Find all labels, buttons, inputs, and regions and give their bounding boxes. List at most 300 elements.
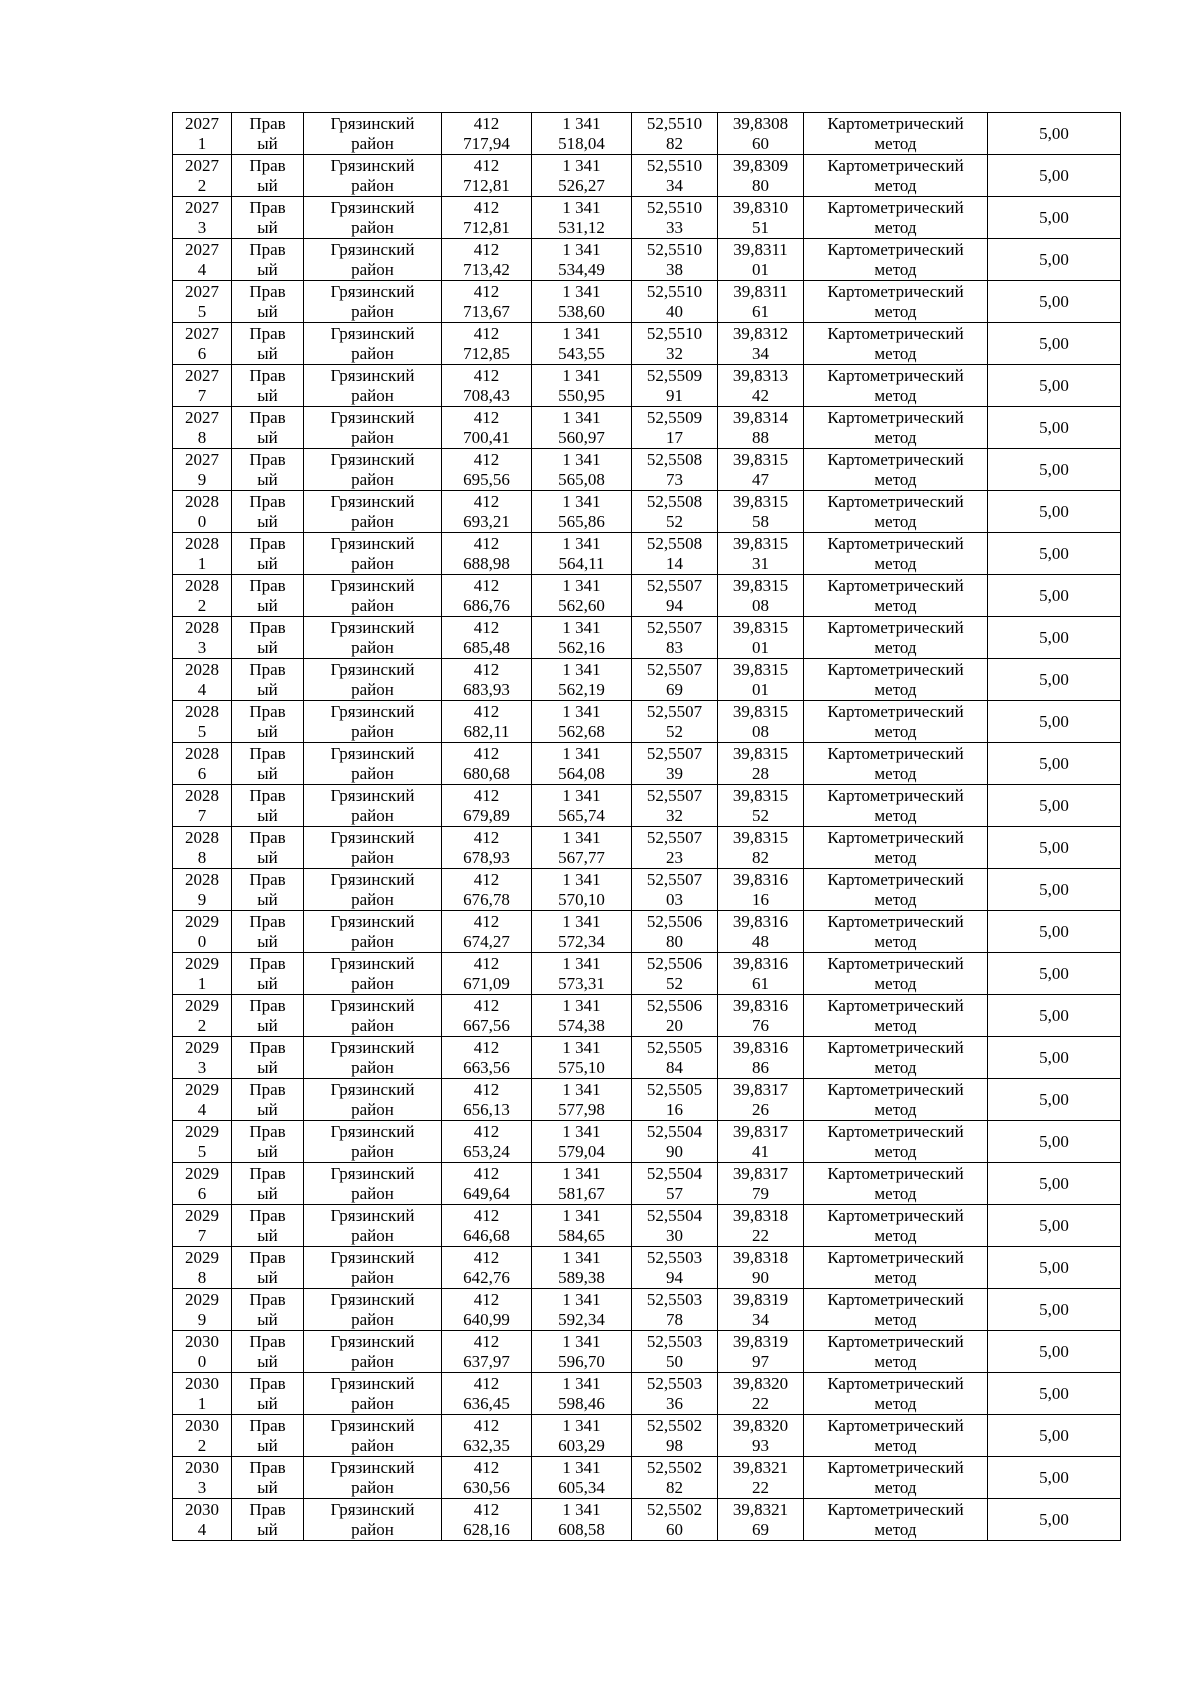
method-value [804,156,987,196]
district-line-2: район [351,763,394,783]
coord-x-value [442,912,531,952]
point-number-value [173,828,231,868]
coord-x-line-1: 412 [473,617,500,637]
accuracy-value: 5,00 [1039,417,1069,437]
point-number-cell [173,1247,232,1289]
coord-x-cell [442,1079,532,1121]
coord-x-line-1: 412 [473,365,500,385]
coord-y-cell [532,1331,632,1373]
latitude-value [632,1458,717,1498]
bank-side-line-2: ый [257,595,278,615]
coord-x-line-1: 412 [473,113,500,133]
district-value [304,450,441,490]
accuracy-value: 5,00 [1039,1467,1069,1487]
accuracy-value: 5,00 [1039,669,1069,689]
latitude-line-2: 16 [666,1099,683,1119]
latitude-value [632,240,717,280]
bank-side-line-1: Прав [249,1499,286,1519]
bank-side-value [232,660,303,700]
bank-side-line-1: Прав [249,323,286,343]
method-cell [804,239,988,281]
point-number-value [173,912,231,952]
coord-y-cell [532,239,632,281]
latitude-line-2: 69 [666,679,683,699]
table-row [173,533,1121,575]
longitude-line-1: 39,8314 [732,407,789,427]
longitude-line-1: 39,8316 [732,869,789,889]
method-value [804,702,987,742]
latitude-cell [632,323,718,365]
coord-y-line-1: 1 341 [562,1121,601,1141]
district-value [304,618,441,658]
bank-side-line-1: Прав [249,449,286,469]
longitude-line-1: 39,8315 [732,659,789,679]
point-number-line-2: 3 [197,1477,207,1497]
longitude-line-1: 39,8319 [732,1289,789,1309]
coord-y-line-2: 570,10 [558,889,605,909]
latitude-cell [632,1037,718,1079]
point-number-line-2: 4 [197,1099,207,1119]
bank-side-cell [232,491,304,533]
point-number-value [173,1206,231,1246]
latitude-value [632,1164,717,1204]
coord-x-cell [442,281,532,323]
latitude-cell [632,995,718,1037]
coord-y-line-1: 1 341 [562,365,601,385]
longitude-value [718,1332,803,1372]
district-line-1: Грязинский [330,113,415,133]
accuracy-cell [988,743,1121,785]
point-number-value [173,324,231,364]
point-number-line-2: 7 [197,1225,207,1245]
method-value [804,1500,987,1540]
coord-x-line-1: 412 [473,1163,500,1183]
district-line-1: Грязинский [330,995,415,1015]
bank-side-line-2: ый [257,1141,278,1161]
point-number-value [173,1374,231,1414]
table-row [173,575,1121,617]
method-value [804,282,987,322]
table-row [173,1079,1121,1121]
district-cell [304,407,442,449]
table-row [173,911,1121,953]
method-value [804,660,987,700]
coord-x-cell [442,155,532,197]
latitude-value [632,996,717,1036]
coord-y-line-1: 1 341 [562,1247,601,1267]
coord-y-cell [532,1163,632,1205]
coord-y-line-2: 565,86 [558,511,605,531]
method-line-1: Картометрический [827,533,964,553]
bank-side-cell [232,701,304,743]
coord-y-value [532,1038,631,1078]
table-row [173,869,1121,911]
accuracy-cell [988,1331,1121,1373]
coord-x-line-2: 653,24 [463,1141,510,1161]
district-line-2: район [351,1435,394,1455]
bank-side-value [232,1332,303,1372]
bank-side-line-1: Прав [249,911,286,931]
table-body [173,113,1121,1541]
longitude-line-2: 86 [752,1057,769,1077]
district-value [304,1374,441,1414]
district-value [304,282,441,322]
coord-y-line-2: 575,10 [558,1057,605,1077]
accuracy-cell [988,953,1121,995]
district-cell [304,491,442,533]
longitude-cell [718,659,804,701]
latitude-line-2: 17 [666,427,683,447]
point-number-cell [173,449,232,491]
latitude-value [632,156,717,196]
bank-side-value [232,744,303,784]
coord-y-line-1: 1 341 [562,995,601,1015]
district-value [304,408,441,448]
coord-y-cell [532,1415,632,1457]
district-line-1: Грязинский [330,701,415,721]
coord-y-line-1: 1 341 [562,869,601,889]
coord-x-value [442,324,531,364]
method-line-2: метод [874,217,917,237]
method-cell [804,1331,988,1373]
coord-x-value [442,1122,531,1162]
point-number-value [173,1080,231,1120]
coord-x-cell [442,113,532,155]
method-line-2: метод [874,553,917,573]
coord-x-line-1: 412 [473,1457,500,1477]
latitude-line-1: 52,5503 [646,1247,703,1267]
method-line-2: метод [874,427,917,447]
coord-y-line-2: 574,38 [558,1015,605,1035]
coord-x-value [442,156,531,196]
latitude-line-2: 50 [666,1351,683,1371]
district-line-1: Грязинский [330,1499,415,1519]
district-line-2: район [351,1309,394,1329]
coord-x-line-2: 708,43 [463,385,510,405]
coord-x-value [442,576,531,616]
longitude-line-1: 39,8311 [733,239,788,259]
method-line-2: метод [874,637,917,657]
coord-y-line-1: 1 341 [562,827,601,847]
accuracy-cell [988,1037,1121,1079]
district-cell [304,365,442,407]
district-line-2: район [351,469,394,489]
district-cell [304,869,442,911]
coord-y-line-2: 565,08 [558,469,605,489]
method-value [804,786,987,826]
method-line-1: Картометрический [827,365,964,385]
accuracy-cell [988,323,1121,365]
bank-side-value [232,534,303,574]
coord-y-line-2: 608,58 [558,1519,605,1539]
longitude-line-1: 39,8317 [732,1121,789,1141]
coord-y-line-2: 592,34 [558,1309,605,1329]
bank-side-line-2: ый [257,1099,278,1119]
coord-y-line-2: 573,31 [558,973,605,993]
method-line-1: Картометрический [827,995,964,1015]
longitude-cell [718,1037,804,1079]
table-row [173,155,1121,197]
accuracy-value: 5,00 [1039,249,1069,269]
point-number-line-1: 2028 [185,617,219,637]
accuracy-cell [988,1499,1121,1541]
bank-side-line-1: Прав [249,533,286,553]
method-value [804,1164,987,1204]
coord-x-value [442,1206,531,1246]
method-value [804,954,987,994]
latitude-line-1: 52,5507 [646,701,703,721]
bank-side-line-1: Прав [249,1121,286,1141]
district-line-2: район [351,595,394,615]
coord-y-value [532,450,631,490]
table-row [173,197,1121,239]
accuracy-value: 5,00 [1039,837,1069,857]
latitude-line-1: 52,5505 [646,1079,703,1099]
accuracy-cell [988,533,1121,575]
longitude-line-1: 39,8315 [732,449,789,469]
bank-side-line-2: ый [257,1183,278,1203]
district-cell [304,953,442,995]
point-number-value [173,1038,231,1078]
method-value [804,576,987,616]
point-number-line-1: 2029 [185,953,219,973]
coord-y-line-2: 598,46 [558,1393,605,1413]
coord-y-cell [532,911,632,953]
method-value [804,1038,987,1078]
bank-side-line-1: Прав [249,1373,286,1393]
point-number-cell [173,155,232,197]
point-number-cell [173,953,232,995]
accuracy-cell [988,659,1121,701]
method-line-2: метод [874,1225,917,1245]
method-line-1: Картометрический [827,1163,964,1183]
longitude-line-2: 01 [752,637,769,657]
point-number-cell [173,869,232,911]
table-row [173,281,1121,323]
bank-side-line-1: Прав [249,701,286,721]
method-value [804,450,987,490]
bank-side-cell [232,1415,304,1457]
longitude-value [718,240,803,280]
coord-y-value [532,660,631,700]
point-number-cell [173,701,232,743]
district-line-2: район [351,847,394,867]
method-cell [804,617,988,659]
method-cell [804,1079,988,1121]
bank-side-cell [232,995,304,1037]
point-number-line-2: 6 [197,343,207,363]
accuracy-cell [988,1163,1121,1205]
longitude-line-1: 39,8315 [732,785,789,805]
accuracy-value: 5,00 [1039,1173,1069,1193]
table-row [173,1457,1121,1499]
method-line-2: метод [874,847,917,867]
coord-x-line-1: 412 [473,1205,500,1225]
longitude-value [718,660,803,700]
accuracy-value: 5,00 [1039,459,1069,479]
bank-side-line-2: ый [257,1477,278,1497]
district-line-1: Грязинский [330,449,415,469]
method-value [804,1080,987,1120]
point-number-value [173,954,231,994]
coord-x-cell [442,659,532,701]
method-value [804,744,987,784]
coord-x-line-2: 717,94 [463,133,510,153]
bank-side-cell [232,827,304,869]
latitude-cell [632,659,718,701]
method-line-1: Картометрический [827,743,964,763]
bank-side-line-2: ый [257,1057,278,1077]
bank-side-value [232,1080,303,1120]
district-line-1: Грязинский [330,953,415,973]
method-line-2: метод [874,511,917,531]
coord-y-cell [532,449,632,491]
district-line-1: Грязинский [330,911,415,931]
district-value [304,786,441,826]
bank-side-line-1: Прав [249,1415,286,1435]
latitude-line-1: 52,5510 [646,113,703,133]
coord-x-cell [442,953,532,995]
latitude-line-2: 52 [666,511,683,531]
bank-side-cell [232,617,304,659]
accuracy-value: 5,00 [1039,585,1069,605]
bank-side-line-2: ый [257,511,278,531]
longitude-value [718,744,803,784]
bank-side-line-2: ый [257,721,278,741]
longitude-value [718,1416,803,1456]
district-value [304,324,441,364]
table-row [173,1331,1121,1373]
point-number-value [173,660,231,700]
accuracy-value: 5,00 [1039,1257,1069,1277]
point-number-value [173,1122,231,1162]
method-line-1: Картометрический [827,239,964,259]
coord-y-value [532,1080,631,1120]
coord-x-line-1: 412 [473,449,500,469]
method-cell [804,785,988,827]
longitude-value [718,828,803,868]
longitude-line-1: 39,8321 [732,1499,789,1519]
latitude-line-1: 52,5508 [646,449,703,469]
method-cell [804,743,988,785]
accuracy-cell [988,995,1121,1037]
bank-side-line-1: Прав [249,1289,286,1309]
coord-x-line-1: 412 [473,995,500,1015]
point-number-value [173,156,231,196]
coord-y-line-1: 1 341 [562,1205,601,1225]
coord-y-line-1: 1 341 [562,701,601,721]
bank-side-cell [232,1373,304,1415]
district-line-2: район [351,217,394,237]
longitude-cell [718,1457,804,1499]
bank-side-cell [232,449,304,491]
district-value [304,156,441,196]
latitude-line-1: 52,5506 [646,911,703,931]
bank-side-line-1: Прав [249,869,286,889]
longitude-line-1: 39,8315 [732,491,789,511]
coord-y-cell [532,533,632,575]
latitude-line-1: 52,5505 [646,1037,703,1057]
longitude-value [718,1248,803,1288]
accuracy-cell [988,1457,1121,1499]
latitude-line-1: 52,5510 [646,323,703,343]
point-number-line-2: 0 [197,511,207,531]
point-number-line-2: 7 [197,385,207,405]
coord-y-value [532,198,631,238]
accuracy-cell [988,1289,1121,1331]
latitude-line-2: 32 [666,805,683,825]
point-number-value [173,702,231,742]
method-cell [804,953,988,995]
coord-y-line-2: 550,95 [558,385,605,405]
method-line-1: Картометрический [827,701,964,721]
latitude-value [632,1248,717,1288]
bank-side-cell [232,1499,304,1541]
method-value [804,1332,987,1372]
table-row [173,323,1121,365]
longitude-cell [718,365,804,407]
longitude-value [718,408,803,448]
longitude-line-2: 42 [752,385,769,405]
method-line-1: Картометрический [827,827,964,847]
bank-side-line-2: ый [257,973,278,993]
longitude-line-2: 34 [752,1309,769,1329]
longitude-line-2: 76 [752,1015,769,1035]
method-cell [804,827,988,869]
coord-y-value [532,576,631,616]
latitude-value [632,408,717,448]
point-number-line-1: 2030 [185,1499,219,1519]
coord-x-value [442,1038,531,1078]
coord-y-line-1: 1 341 [562,953,601,973]
coord-x-cell [442,1457,532,1499]
coord-x-value [442,1080,531,1120]
accuracy-value: 5,00 [1039,543,1069,563]
latitude-value [632,954,717,994]
method-value [804,912,987,952]
coord-y-value [532,240,631,280]
coord-x-line-2: 678,93 [463,847,510,867]
point-number-cell [173,911,232,953]
latitude-line-1: 52,5503 [646,1373,703,1393]
point-number-line-1: 2028 [185,659,219,679]
coord-x-value [442,1290,531,1330]
longitude-line-1: 39,8319 [732,1331,789,1351]
latitude-line-2: 94 [666,595,683,615]
method-cell [804,1163,988,1205]
coord-y-line-2: 562,60 [558,595,605,615]
point-number-value [173,240,231,280]
point-number-line-2: 4 [197,679,207,699]
method-line-2: метод [874,1477,917,1497]
latitude-line-2: 57 [666,1183,683,1203]
district-value [304,660,441,700]
point-number-line-2: 8 [197,1267,207,1287]
coord-x-value [442,1458,531,1498]
point-number-cell [173,491,232,533]
district-value [304,702,441,742]
coord-x-cell [442,323,532,365]
longitude-line-2: 08 [752,595,769,615]
latitude-cell [632,953,718,995]
method-cell [804,1415,988,1457]
district-line-2: район [351,1183,394,1203]
method-line-2: метод [874,469,917,489]
district-cell [304,701,442,743]
coord-y-line-1: 1 341 [562,197,601,217]
coord-x-line-2: 676,78 [463,889,510,909]
method-line-2: метод [874,343,917,363]
